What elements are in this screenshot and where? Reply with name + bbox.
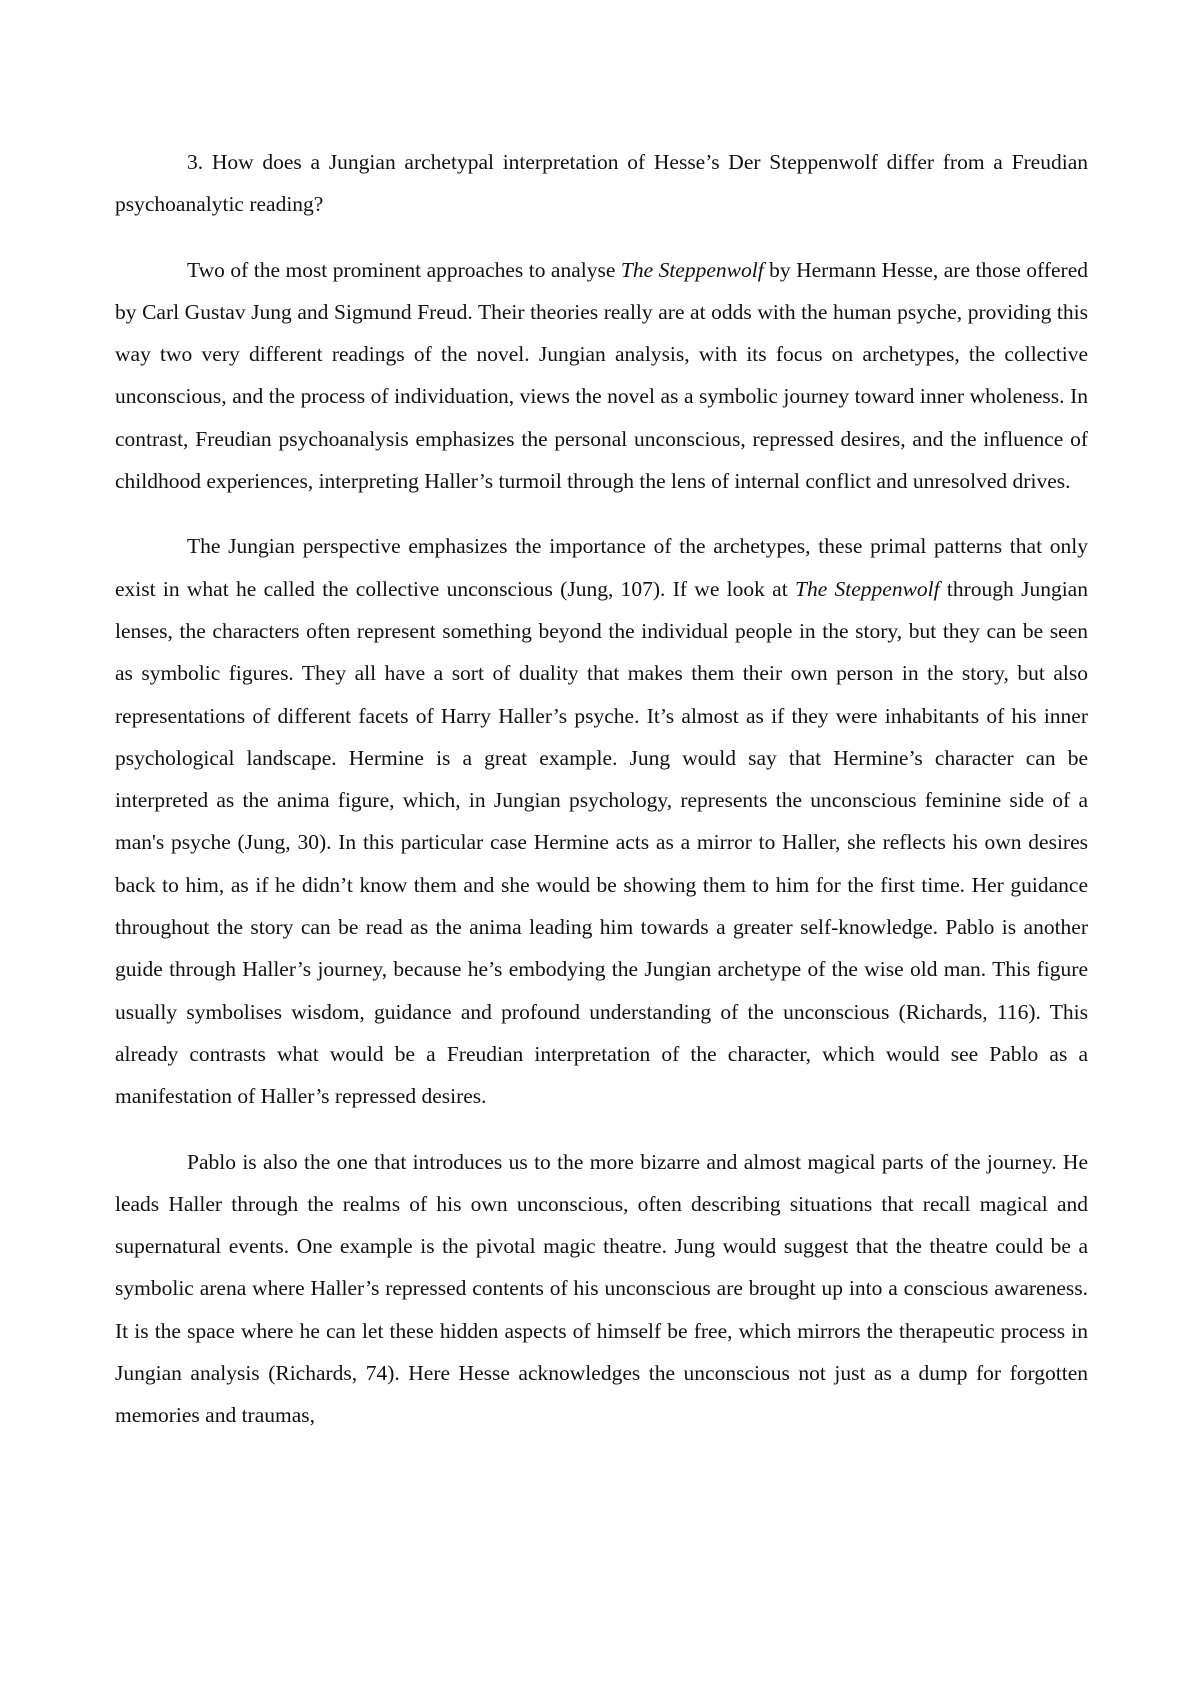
document-body xyxy=(115,141,1088,1460)
paragraph-1 xyxy=(115,249,1088,503)
text-run: Pablo is also the one that introduces us to the more bizarre and almost magical parts of the journey. He leads Haller through the realms of his own unconscious, often describing situations that recall magical and supernatural events. One example is the pivotal magic theatre. Jung would suggest that the theatre could be a symbolic arena where Haller’s repressed contents of his unconscious are brought up into a conscious awareness. It is the space where he can let these hidden aspects of himself be free, which mirrors the therapeutic process in Jungian analysis (Richards, 74). Here Hesse acknowledges the unconscious not just as a dump for forgotten memories and traumas, xyxy=(115,1149,1088,1428)
question-heading: 3. How does a Jungian archetypal interpretation of Hesse’s Der Steppenwolf differ from a Freudian psychoanalytic reading? xyxy=(115,150,1088,217)
text-run: by Hermann Hesse, are those offered by Carl Gustav Jung and Sigmund Freud. Their theories really are at odds with the human psyche, providing this way two very different readings of the novel. Jungian analysis, with its focus on archetypes, the collective unconscious, and the process of individuation, views the novel as a symbolic journey toward inner wholeness. In contrast, Freudian psychoanalysis emphasizes the personal unconscious, repressed desires, and the influence of childhood experiences, interpreting Haller’s turmoil through the lens of internal conflict and unresolved drives. xyxy=(115,257,1088,494)
paragraph-3 xyxy=(115,1141,1088,1437)
text-run: The Jungian perspective emphasizes the importance of the archetypes, these primal patterns that only exist in what he called the collective unconscious (Jung, 107). If we look at xyxy=(115,534,1088,601)
book-title: The Steppenwolf xyxy=(620,257,764,282)
paragraph-2 xyxy=(115,525,1088,1117)
book-title: The Steppenwolf xyxy=(794,576,940,601)
text-run: Two of the most prominent approaches to analyse xyxy=(187,257,621,282)
text-run: through Jungian lenses, the characters often represent something beyond the individual people in the story, but they can be seen as symbolic figures. They all have a sort of duality that makes them their own person in the story, but also representations of different facets of Harry Haller’s psyche. It’s almost as if they were inhabitants of his inner psychological landscape. Hermine is a great example. Jung would say that Hermine’s character can be interpreted as the anima figure, which, in Jungian psychology, represents the unconscious feminine side of a man's psyche (Jung, 30). In this particular case Hermine acts as a mirror to Haller, she reflects his own desires back to him, as if he didn’t know them and she would be showing them to him for the first time. Her guidance throughout the story can be read as the anima leading him towards a greater self-knowledge. Pablo is another guide through Haller’s journey, because he’s embodying the Jungian archetype of the wise old man. This figure usually symbolises wisdom, guidance and profound understanding of the unconscious (Richards, 116). This already contrasts what would be a Freudian interpretation of the character, which would see Pablo as a manifestation of Haller’s repressed desires. xyxy=(115,576,1088,1109)
